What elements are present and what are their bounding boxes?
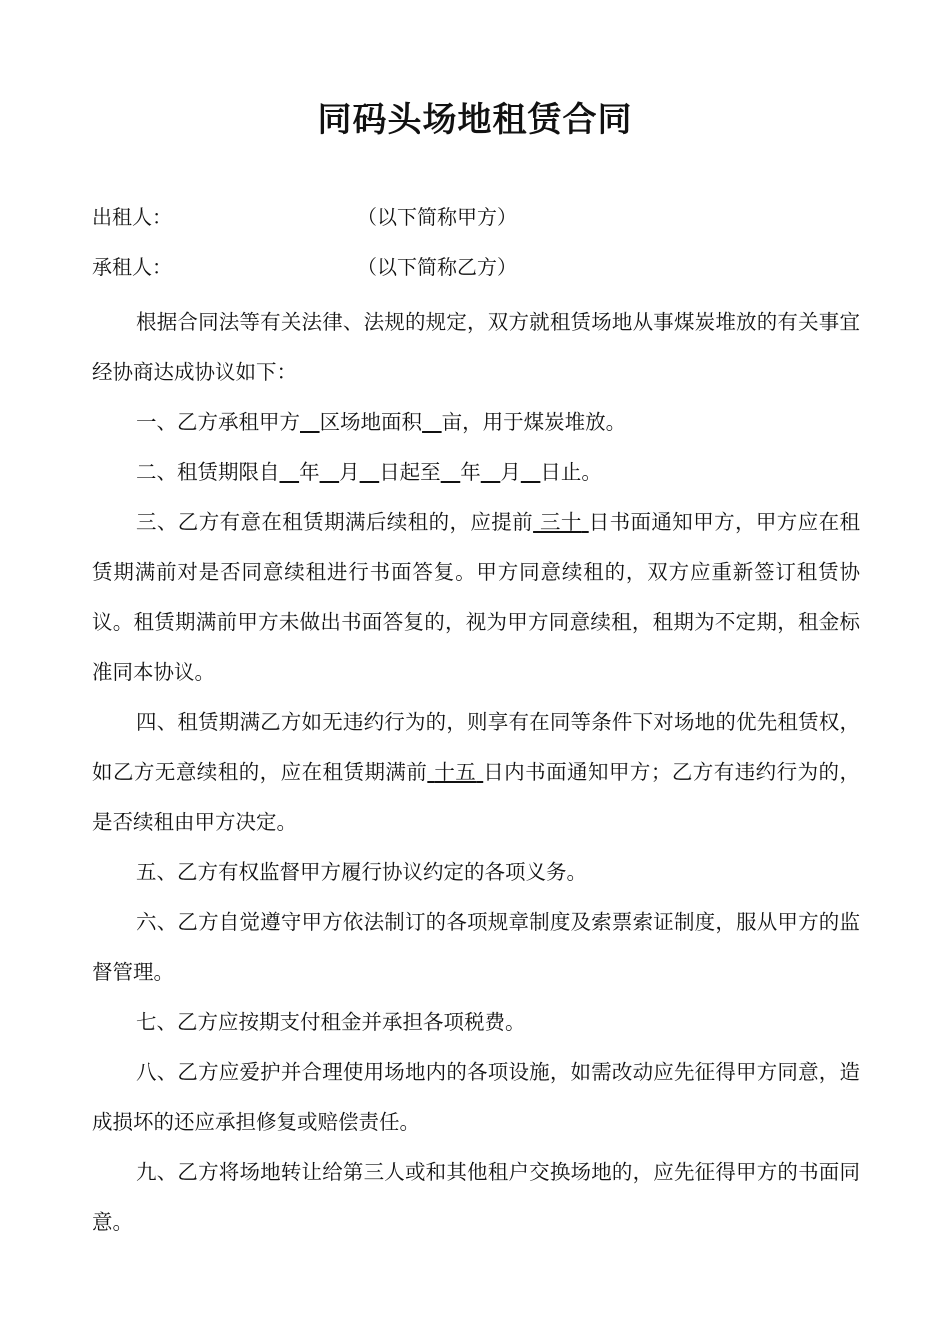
- filled-field: [533, 510, 589, 534]
- clause-4-text-b: 日内书面通知甲方；乙方有违约行为的，是否续租由甲方决定。: [92, 760, 860, 834]
- clause-9: 九、乙方将场地转让给第三人或和其他租户交换场地的，应先征得甲方的书面同意。: [92, 1160, 860, 1234]
- clause-1-text-c: 亩，用于煤炭堆放。: [441, 410, 627, 434]
- lessor-note: （以下简称甲方）: [357, 205, 517, 229]
- blank-field: [422, 410, 442, 434]
- blank-field: [441, 460, 461, 484]
- intro-paragraph: 根据合同法等有关法律、法规的规定，双方就租赁场地从事煤炭堆放的有关事宜经协商达成协议如下：: [92, 310, 860, 384]
- filled-field: [427, 760, 483, 784]
- clause-3: [92, 497, 860, 697]
- blank-field: [521, 460, 541, 484]
- clause-4-fill: 十五: [434, 760, 477, 784]
- clause-2-text-d: 日起至: [379, 460, 441, 484]
- clause-3-text-a: 三、乙方有意在租赁期满后续租的，应提前: [136, 510, 534, 534]
- clause-3-text-b: 日书面通知甲方，甲方应在租赁期满前对是否同意续租进行书面答复。甲方同意续租的，双方应重新签订租赁协议。租赁期满前甲方未做出书面答复的，视为甲方同意续租，租期为不定期，租金标准同本协议。: [92, 510, 860, 684]
- clause-2-text-g: 日止。: [540, 460, 602, 484]
- contract-body: [92, 297, 860, 1247]
- clause-3-fill: 三十: [540, 510, 582, 534]
- clause-8: 八、乙方应爱护并合理使用场地内的各项设施，如需改动应先征得甲方同意，造成损坏的还应承担修复或赔偿责任。: [92, 1060, 860, 1134]
- lessor-line: [92, 202, 517, 232]
- blank-field: [320, 460, 340, 484]
- lessee-note: （以下简称乙方）: [357, 255, 517, 279]
- clause-1: [92, 397, 860, 447]
- lessee-line: [92, 252, 517, 282]
- clause-1-text-a: 一、乙方承租甲方: [136, 410, 300, 434]
- clause-1-text-b: 区场地面积: [319, 410, 423, 434]
- lessor-label: 出租人：: [92, 205, 172, 229]
- blank-field: [360, 460, 380, 484]
- clause-7: 七、乙方应按期支付租金并承担各项税费。: [136, 1010, 526, 1034]
- clause-2: [92, 447, 860, 497]
- blank-field: [481, 460, 501, 484]
- clause-2-text-e: 年: [460, 460, 481, 484]
- lessee-label: 承租人：: [92, 255, 172, 279]
- clause-4: [92, 697, 860, 847]
- clause-2-text-f: 月: [500, 460, 521, 484]
- clause-2-text-b: 年: [299, 460, 320, 484]
- blank-field: [300, 410, 320, 434]
- document-title: 同码头场地租赁合同: [317, 100, 633, 140]
- clause-2-text-c: 月: [339, 460, 360, 484]
- clause-5: 五、乙方有权监督甲方履行协议约定的各项义务。: [136, 860, 587, 884]
- clause-4-text-a: 四、租赁期满乙方如无违约行为的，则享有在同等条件下对场地的优先租赁权，如乙方无意续租的，应在租赁期满前: [92, 710, 860, 784]
- clause-6: 六、乙方自觉遵守甲方依法制订的各项规章制度及索票索证制度，服从甲方的监督管理。: [92, 910, 860, 984]
- clause-2-text-a: 二、租赁期限自: [136, 460, 280, 484]
- blank-field: [280, 460, 300, 484]
